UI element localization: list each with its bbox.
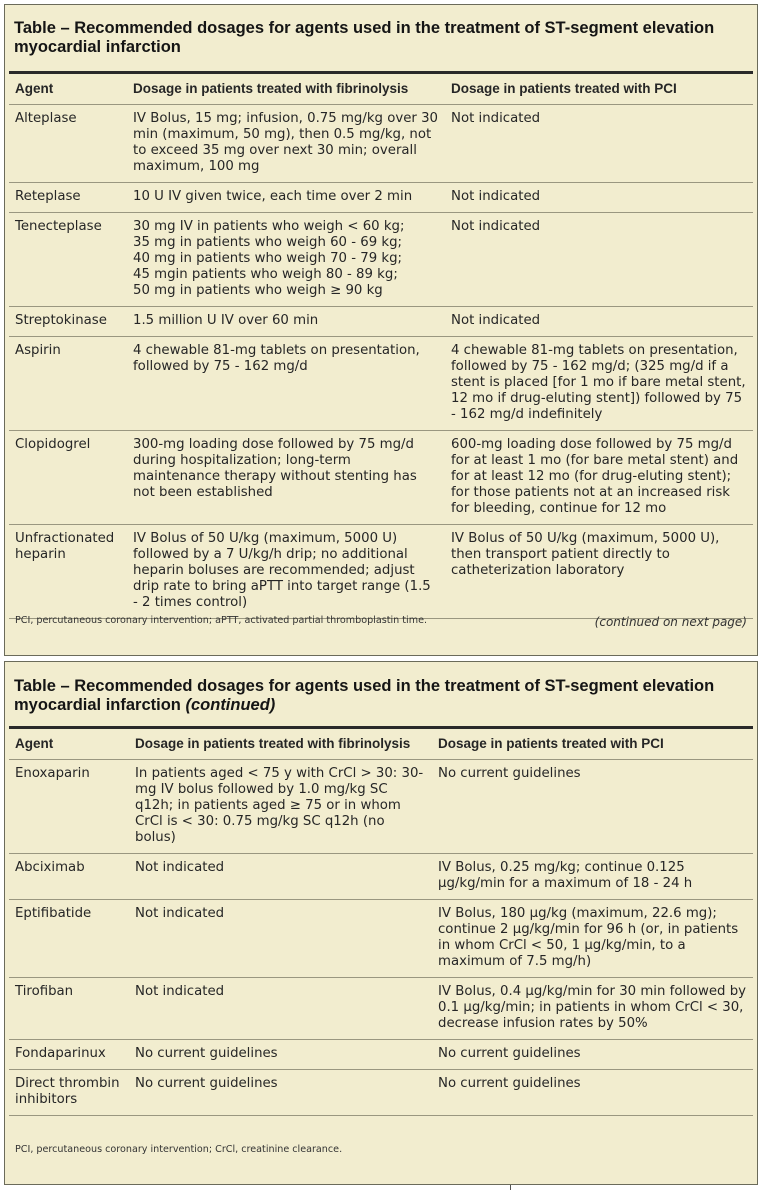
fibrinolysis-cell: In patients aged < 75 y with CrCl > 30: 30-mg IV bolus followed by 1.0 mg/kg SC q12h; in patients aged ≥ 75 or in whom CrCl is < 30: 0.75 mg/kg SC q12h (no bolus)	[129, 760, 432, 854]
fibrinolysis-cell: 30 mg IV in patients who weigh < 60 kg; 35 mg in patients who weigh 60 - 69 kg; 40 mg in patients who weigh 70 - 79 kg; 45 mgin patients who weigh 80 - 89 kg; 50 mg in patients who weigh ≥ 90 kg	[127, 213, 445, 307]
continued-note: (continued on next page)	[594, 615, 747, 629]
pci-cell: IV Bolus, 180 µg/kg (maximum, 22.6 mg); continue 2 µg/kg/min for 96 h (or, in patients in whom CrCl < 50, 1 µg/kg/min, to a maximum of 7.5 mg/h)	[432, 900, 753, 978]
table-row	[9, 1040, 753, 1070]
agent-cell: Direct thrombin inhibitors	[9, 1070, 129, 1116]
agent-cell: Tenecteplase	[9, 213, 127, 307]
fibrinolysis-cell: No current guidelines	[129, 1040, 432, 1070]
fibrinolysis-cell: Not indicated	[129, 900, 432, 978]
table-panel-2	[4, 661, 758, 1185]
pci-cell: 4 chewable 81-mg tablets on presentation, followed by 75 - 162 mg/d; (325 mg/d if a stent is placed [for 1 mo if bare metal stent, 12 mo if drug-eluting stent]) followed by 75 - 162 mg/d indefinitely	[445, 337, 753, 431]
agent-cell: Aspirin	[9, 337, 127, 431]
footnote: PCI, percutaneous coronary intervention; aPTT, activated partial thromboplastin time.	[15, 615, 428, 626]
header-fibrinolysis: Dosage in patients treated with fibrinolysis	[127, 75, 445, 105]
fibrinolysis-cell: IV Bolus, 15 mg; infusion, 0.75 mg/kg over 30 min (maximum, 50 mg), then 0.5 mg/kg, not to exceed 35 mg over next 30 min; overall maximum, 100 mg	[127, 105, 445, 183]
heavy-rule	[9, 726, 753, 729]
fibrinolysis-cell: Not indicated	[129, 854, 432, 900]
pci-cell: 600-mg loading dose followed by 75 mg/d for at least 1 mo (for bare metal stent) and for at least 12 mo (for drug-eluting stent); for those patients not at an increased risk for bleeding, continue for 12 mo	[445, 431, 753, 525]
header-agent: Agent	[9, 730, 129, 760]
pci-cell: Not indicated	[445, 183, 753, 213]
header-fibrinolysis: Dosage in patients treated with fibrinolysis	[129, 730, 432, 760]
pci-cell: No current guidelines	[432, 1070, 753, 1116]
table-footer	[15, 615, 747, 629]
agent-cell: Tirofiban	[9, 978, 129, 1040]
pci-cell: IV Bolus, 0.25 mg/kg; continue 0.125 µg/kg/min for a maximum of 18 - 24 h	[432, 854, 753, 900]
agent-cell: Clopidogrel	[9, 431, 127, 525]
fibrinolysis-cell: No current guidelines	[129, 1070, 432, 1116]
agent-cell: Abciximab	[9, 854, 129, 900]
continued-suffix: (continued)	[185, 696, 276, 714]
table-row	[9, 337, 753, 431]
agent-cell: Streptokinase	[9, 307, 127, 337]
agent-cell: Eptifibatide	[9, 900, 129, 978]
page-tick-mark	[510, 1185, 511, 1190]
fibrinolysis-cell: IV Bolus of 50 U/kg (maximum, 5000 U) followed by a 7 U/kg/h drip; no additional heparin boluses are recommended; adjust drip rate to bring aPTT into target range (1.5 - 2 times control)	[127, 525, 445, 619]
header-pci: Dosage in patients treated with PCI	[432, 730, 753, 760]
table-row	[9, 307, 753, 337]
pci-cell: IV Bolus, 0.4 µg/kg/min for 30 min followed by 0.1 µg/kg/min; in patients in whom CrCl < 30, decrease infusion rates by 50%	[432, 978, 753, 1040]
fibrinolysis-cell: 4 chewable 81-mg tablets on presentation, followed by 75 - 162 mg/d	[127, 337, 445, 431]
fibrinolysis-cell: 300-mg loading dose followed by 75 mg/d during hospitalization; long-term maintenance therapy without stenting has not been established	[127, 431, 445, 525]
pci-cell: Not indicated	[445, 105, 753, 183]
table-header-row	[9, 730, 753, 760]
table-panel-1	[4, 4, 758, 656]
table-footer	[15, 1144, 747, 1155]
pci-cell: Not indicated	[445, 213, 753, 307]
table-row	[9, 431, 753, 525]
agent-cell: Reteplase	[9, 183, 127, 213]
dosage-table	[9, 75, 753, 619]
table-row	[9, 213, 753, 307]
fibrinolysis-cell: 10 U IV given twice, each time over 2 min	[127, 183, 445, 213]
table-row	[9, 760, 753, 854]
dosage-table	[9, 730, 753, 1116]
table-row	[9, 105, 753, 183]
pci-cell: No current guidelines	[432, 760, 753, 854]
pci-cell: No current guidelines	[432, 1040, 753, 1070]
table-row	[9, 900, 753, 978]
pci-cell: IV Bolus of 50 U/kg (maximum, 5000 U), then transport patient directly to catheterization laboratory	[445, 525, 753, 619]
table-header-row	[9, 75, 753, 105]
pci-cell: Not indicated	[445, 307, 753, 337]
header-pci: Dosage in patients treated with PCI	[445, 75, 753, 105]
heavy-rule	[9, 71, 753, 74]
footnote: PCI, percutaneous coronary intervention; CrCl, creatinine clearance.	[15, 1144, 343, 1155]
agent-cell: Enoxaparin	[9, 760, 129, 854]
table-title: Table – Recommended dosages for agents used in the treatment of ST-segment elevation myocardial infarction	[14, 19, 715, 56]
table-row	[9, 1070, 753, 1116]
agent-cell: Alteplase	[9, 105, 127, 183]
table-row	[9, 978, 753, 1040]
fibrinolysis-cell: Not indicated	[129, 978, 432, 1040]
table-row	[9, 854, 753, 900]
agent-cell: Unfractionated heparin	[9, 525, 127, 619]
table-row	[9, 525, 753, 619]
header-agent: Agent	[9, 75, 127, 105]
table-title: Table – Recommended dosages for agents used in the treatment of ST-segment elevation myocardial infarction (continued)	[14, 677, 715, 714]
agent-cell: Fondaparinux	[9, 1040, 129, 1070]
table-row	[9, 183, 753, 213]
fibrinolysis-cell: 1.5 million U IV over 60 min	[127, 307, 445, 337]
